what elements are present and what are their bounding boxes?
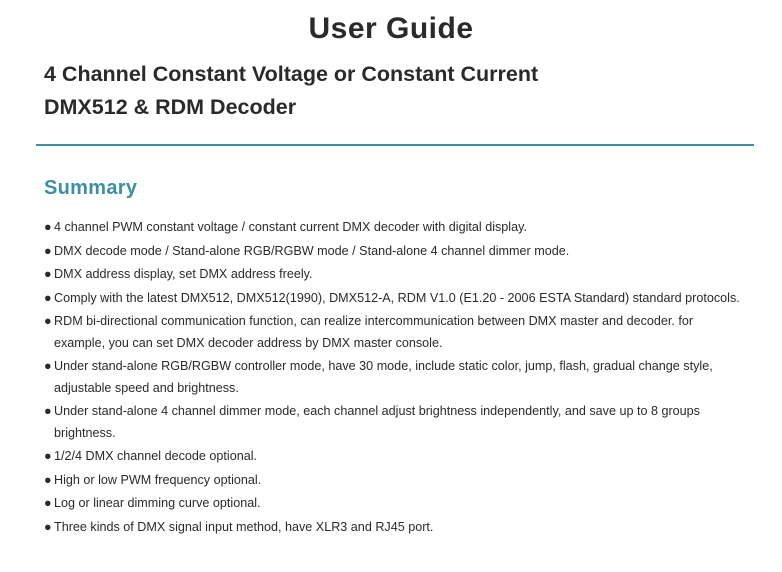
bullet-icon: ● [44, 449, 52, 463]
list-item [44, 288, 744, 310]
list-item [44, 470, 744, 492]
summary-list [44, 217, 744, 540]
list-item [44, 356, 744, 399]
list-item-text: Log or linear dimming curve optional. [54, 496, 261, 510]
section-divider [36, 144, 754, 146]
bullet-icon: ● [44, 496, 52, 510]
list-item [44, 217, 744, 239]
list-item [44, 241, 744, 263]
bullet-icon: ● [44, 472, 52, 487]
bullet-icon: ● [44, 267, 52, 281]
list-item [44, 446, 744, 468]
list-item-text: High or low PWM frequency optional. [54, 472, 262, 487]
product-title [44, 58, 764, 124]
document-title: User Guide [308, 12, 474, 45]
list-item-text: 4 channel PWM constant voltage / constant current DMX decoder with digital display. [54, 220, 527, 234]
bullet-icon: ● [44, 290, 52, 305]
bullet-icon: ● [44, 359, 52, 373]
bullet-icon: ● [44, 314, 52, 328]
list-item [44, 264, 744, 286]
bullet-icon: ● [44, 243, 52, 258]
list-item-text: Comply with the latest DMX512, DMX512(1990), DMX512-A, RDM V1.0 (E1.20 - 2006 ESTA Standard) standard protocols. [54, 290, 740, 305]
list-item [44, 517, 744, 539]
bullet-icon: ● [44, 404, 52, 418]
bullet-icon: ● [44, 519, 52, 534]
summary-heading: Summary [44, 177, 138, 199]
list-item-text: Three kinds of DMX signal input method, have XLR3 and RJ45 port. [54, 519, 434, 534]
bullet-icon: ● [44, 220, 52, 234]
list-item [44, 311, 744, 354]
list-item-text: DMX decode mode / Stand-alone RGB/RGBW mode / Stand-alone 4 channel dimmer mode. [54, 243, 570, 258]
list-item-text: Under stand-alone RGB/RGBW controller mode, have 30 mode, include static color, jump, flash, gradual change style, adjustable speed and brightness. [54, 359, 713, 395]
list-item [44, 401, 744, 444]
list-item-text: 1/2/4 DMX channel decode optional. [54, 449, 258, 463]
product-title-line-1: 4 Channel Constant Voltage or Constant Current [44, 62, 539, 86]
list-item-text: Under stand-alone 4 channel dimmer mode, each channel adjust brightness independently, and save up to 8 groups brightness. [54, 404, 700, 440]
list-item-text: RDM bi-directional communication function, can realize intercommunication between DMX master and decoder. for example, you can set DMX decoder address by DMX master console. [54, 314, 694, 350]
list-item [44, 493, 744, 515]
product-title-line-2: DMX512 & RDM Decoder [44, 95, 297, 119]
list-item-text: DMX address display, set DMX address freely. [54, 267, 313, 281]
